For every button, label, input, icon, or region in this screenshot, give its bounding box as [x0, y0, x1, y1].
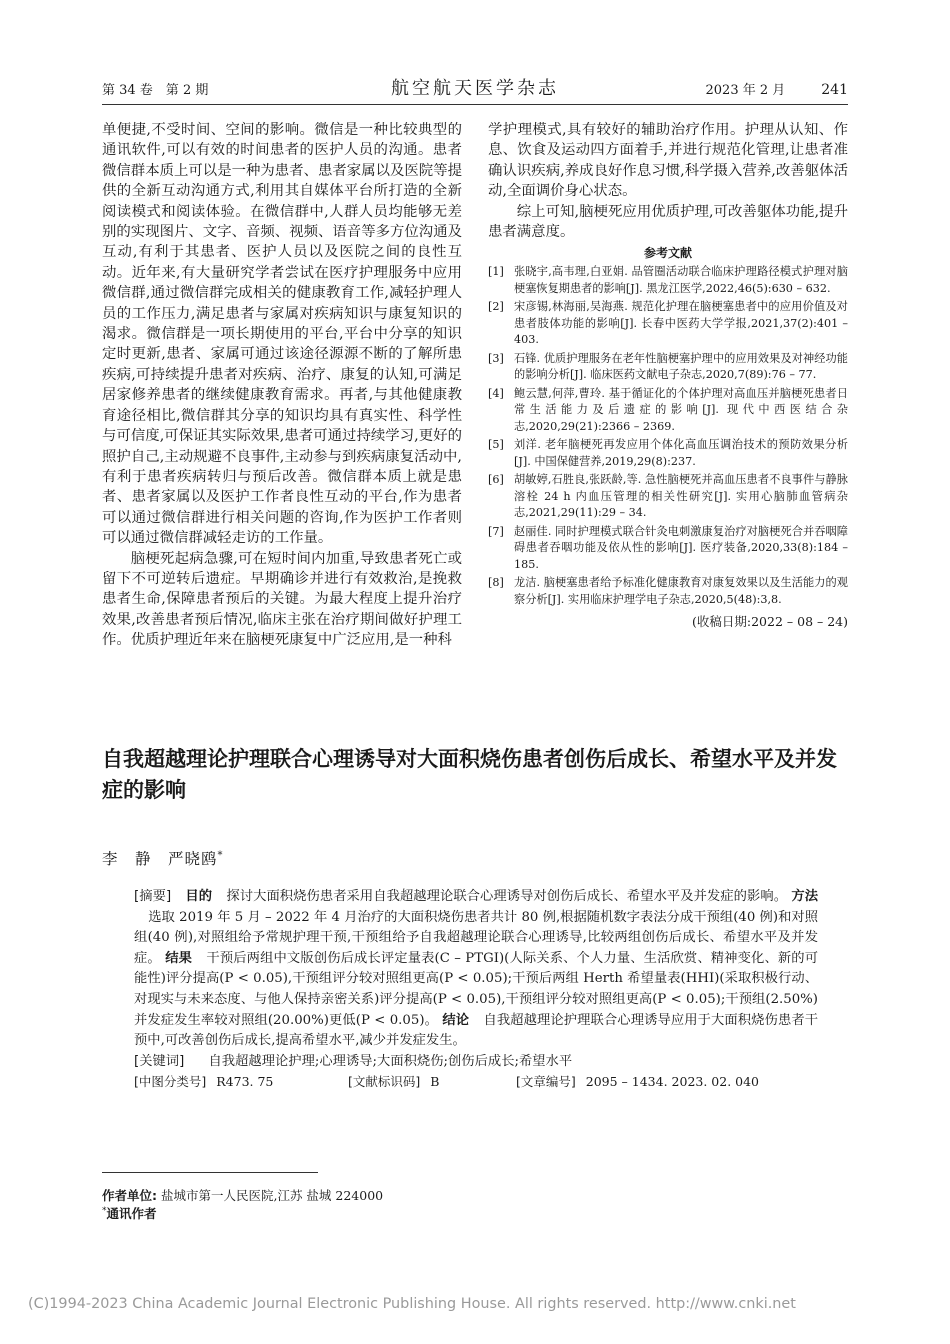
article-authors [102, 847, 224, 869]
left-column [102, 120, 462, 651]
abstract-block [134, 887, 818, 1093]
reference-number: [8] [488, 576, 504, 590]
reference-text: 宋彦锡,林海丽,吴海燕. 规范化护理在脑梗塞患者中的应用价值及对患者肢体功能的影响[J]. 长春中医药大学学报,2021,37(2):401 – 403. [514, 300, 848, 347]
reference-item [488, 299, 848, 349]
reference-number: [4] [488, 386, 504, 400]
reference-text: 鲍云慧,何萍,曹玲. 基于循证化的个体护理对高血压并脑梗死患者日常生活能力及后遗症的影响[J]. 现代中西医结合杂志,2020,29(21):2366 – 2369. [514, 386, 848, 433]
reference-text: 胡敏婷,石胜良,张跃龄,等. 急性脑梗死并高血压患者不良事件与静脉溶栓 24 h 内血压管理的相关性研究[J]. 实用心脑肺血管病杂志,2021,29(11):29 – 34. [514, 473, 848, 520]
keywords-line [134, 1052, 818, 1073]
reference-item [488, 386, 848, 436]
body-paragraph: 学护理模式,具有较好的辅助治疗作用。护理从认知、作息、饮食及运动四方面着手,并进行规范化管理,让患者准确认识疾病,养成良好作息习惯,科学摄入营养,改善躯体活动,全面调价身心状态。 [488, 122, 848, 200]
keywords-text: 自我超越理论护理;心理诱导;大面积烧伤;创伤后成长;希望水平 [208, 1053, 573, 1069]
body-paragraph: 脑梗死起病急骤,可在短时间内加重,导致患者死亡或留下不可逆转后遗症。早期确诊并进行有效救治,是挽救患者生命,保障患者预后的关键。为最大程度上提升治疗效果,改善患者预后情况,临床主张在治疗期间做好护理工作。优质护理近年来在脑梗死康复中广泛应用,是一种科 [102, 550, 462, 649]
objective-text: 探讨大面积烧伤患者采用自我超越理论联合心理诱导对创伤后成长、希望水平及并发症的影响。 [226, 889, 788, 904]
footnote-rule [102, 1172, 318, 1173]
classification-group [134, 1072, 348, 1093]
corresponding-mark: * [102, 1205, 107, 1216]
article-title: 自我超越理论护理联合心理诱导对大面积烧伤患者创伤后成长、希望水平及并发症的影响 [102, 747, 837, 802]
running-header-date: 2023 年 2 月 [705, 83, 786, 98]
abstract-text [134, 887, 818, 1052]
reference-number: [1] [488, 265, 504, 279]
abstract-label: [摘要] [134, 889, 172, 904]
corresponding-author-note [102, 1204, 157, 1222]
conclusion-label: 结论 [442, 1012, 470, 1028]
reference-number: [5] [488, 438, 504, 452]
reference-number: [7] [488, 524, 504, 538]
methods-text: 选取 2019 年 5 月 – 2022 年 4 月治疗的大面积烧伤患者共计 80 例,根据随机数字表法分成干预组(40 例)和对照组(40 例),对照组给予常规护理干预,干预组给予自我超越理论联合心理诱导,比较两组创伤后成长、希望水平及并发症。 [134, 909, 818, 966]
article-number-group [516, 1072, 759, 1093]
reference-item [488, 575, 848, 608]
references-heading: 参考文献 [643, 246, 692, 261]
classification-line [134, 1072, 818, 1093]
methods-label: 方法 [791, 889, 818, 904]
reference-text: 龙洁. 脑梗塞患者给予标准化健康教育对康复效果以及生活能力的观察分析[J]. 实用临床护理学电子杂志,2020,5(48):3,8. [514, 576, 848, 606]
reference-item [488, 264, 848, 297]
reference-list [488, 264, 848, 608]
objective-label: 目的 [185, 889, 213, 904]
affiliation-text: 盐城市第一人民医院,江苏 盐城 224000 [160, 1188, 384, 1203]
reference-text: 石锋. 优质护理服务在老年性脑梗塞护理中的应用效果及对神经功能的影响分析[J]. 临床医药文献电子杂志,2020,7(89):76 – 77. [514, 351, 848, 382]
author-affiliation [102, 1186, 383, 1204]
page-number: 241 [821, 82, 848, 98]
reference-text: 赵丽佳. 同时护理模式联合针灸电刺激康复治疗对脑梗死合并吞咽障碍患者吞咽功能及依从性的影响[J]. 医疗装备,2020,33(8):184 – 185. [514, 524, 848, 571]
body-paragraph: 单便捷,不受时间、空间的影响。微信是一种比较典型的通讯软件,可以有效的时间患者的医护人员的沟通。患者微信群本质上可以是一种为患者、患者家属以及医院等提供的全新互动沟通方式,利用其自媒体平台所打造的全新阅读模式和阅读体验。在微信群中,人群人员均能够无差别的实现图片、文字、音频、视频、语音等多方位沟通及互动,有利于其患者、医护人员以及医院之间的良性互动。近年来,有大量研究学者尝试在医疗护理服务中应用微信群,通过微信群完成相关的健康教育工作,减轻护理人员的工作压力,满足患者与家属对疾病知识与康复知识的渴求。微信群是一项长期使用的平台,平台中分享的知识定时更新,患者、家属可通过该途径源源不断的了解所患疾病,可持续提升患者对疾病、治疗、康复的认知,可满足居家修养患者的继续健康教育需求。再者,与其他健康教育途径相比,微信群其分享的知识均具有真实性、科学性与可信度,可保证其实际效果,患者可通过持续学习,更好的照护自己,主动规避不良事件,主动参与到疾病康复活动中,有利于患者疾病转归与预后改善。微信群本质上就是患者、患者家属以及医护工作者良性互动的平台,作为患者可以通过微信群进行相关问题的咨询,作为医护工作者则可以通过微信群减轻走访的工作量。 [102, 122, 462, 547]
article-number-value: 2095 – 1434. 2023. 02. 040 [585, 1074, 760, 1090]
classification-value: R473. 75 [216, 1074, 274, 1090]
affiliation-label: 作者单位: [102, 1188, 157, 1203]
author-names: 李 静 严晓鸥 [102, 850, 218, 868]
doc-code-label: [文献标识码] [348, 1074, 421, 1090]
copyright-notice: (C)1994-2023 China Academic Journal Electronic Publishing House. All rights reserved. http://www.cnki.net [28, 1296, 796, 1312]
classification-label: [中图分类号] [134, 1074, 207, 1090]
reference-item [488, 524, 848, 574]
running-header-volume: 第 34 卷 第 2 期 [102, 83, 209, 98]
keywords-label: [关键词] [134, 1053, 185, 1069]
reference-text: 张晓宇,高韦理,白亚娟. 品管圈活动联合临床护理路径模式护理对脑梗塞恢复期患者的影响[J]. 黑龙江医学,2022,46(5):630 – 632. [514, 265, 848, 295]
reference-text: 刘洋. 老年脑梗死再发应用个体化高血压调治技术的预防效果分析[J]. 中国保健营养,2019,29(8):237. [514, 438, 848, 468]
reference-item [488, 437, 848, 470]
reference-item [488, 351, 848, 384]
reference-item [488, 472, 848, 522]
reference-number: [3] [488, 351, 504, 365]
article-number-label: [文章编号] [516, 1074, 576, 1090]
doc-code-group [348, 1072, 516, 1093]
corresponding-text: 通讯作者 [106, 1206, 157, 1221]
header-rule [102, 104, 848, 105]
right-column [488, 120, 848, 632]
body-paragraph: 综上可知,脑梗死应用优质护理,可改善躯体功能,提升患者满意度。 [488, 203, 848, 241]
doc-code-value: B [430, 1074, 440, 1090]
received-date: (收稿日期:2022 – 08 – 24) [692, 614, 848, 630]
results-text: 干预后两组中文版创伤后成长评定量表(C – PTGI)(人际关系、个人力量、生活欣赏、精神变化、新的可能性)评分提高(P < 0.05),干预组评分较对照组更高(P < 0.05);干预后两组 Herth 希望量表(HHI)(采取积极行动、对现实与未来态度、与他人保持亲密关系)评分提高(P < 0.05),干预组评分较对照组更高(P < 0.05);干预组(2.50%)并发症发生率较对照组(20.00%)更低(P < 0.05)。 [134, 950, 819, 1028]
reference-number: [6] [488, 473, 504, 487]
conclusion-text: 自我超越理论护理联合心理诱导应用于大面积烧伤患者干预中,可改善创伤后成长,提高希望水平,减少并发症发生。 [134, 1012, 819, 1049]
running-header-journal: 航空航天医学杂志 [391, 78, 559, 99]
corresponding-author-mark: * [217, 849, 224, 861]
reference-number: [2] [488, 300, 504, 314]
running-header-right [706, 79, 849, 98]
results-label: 结果 [165, 950, 193, 966]
